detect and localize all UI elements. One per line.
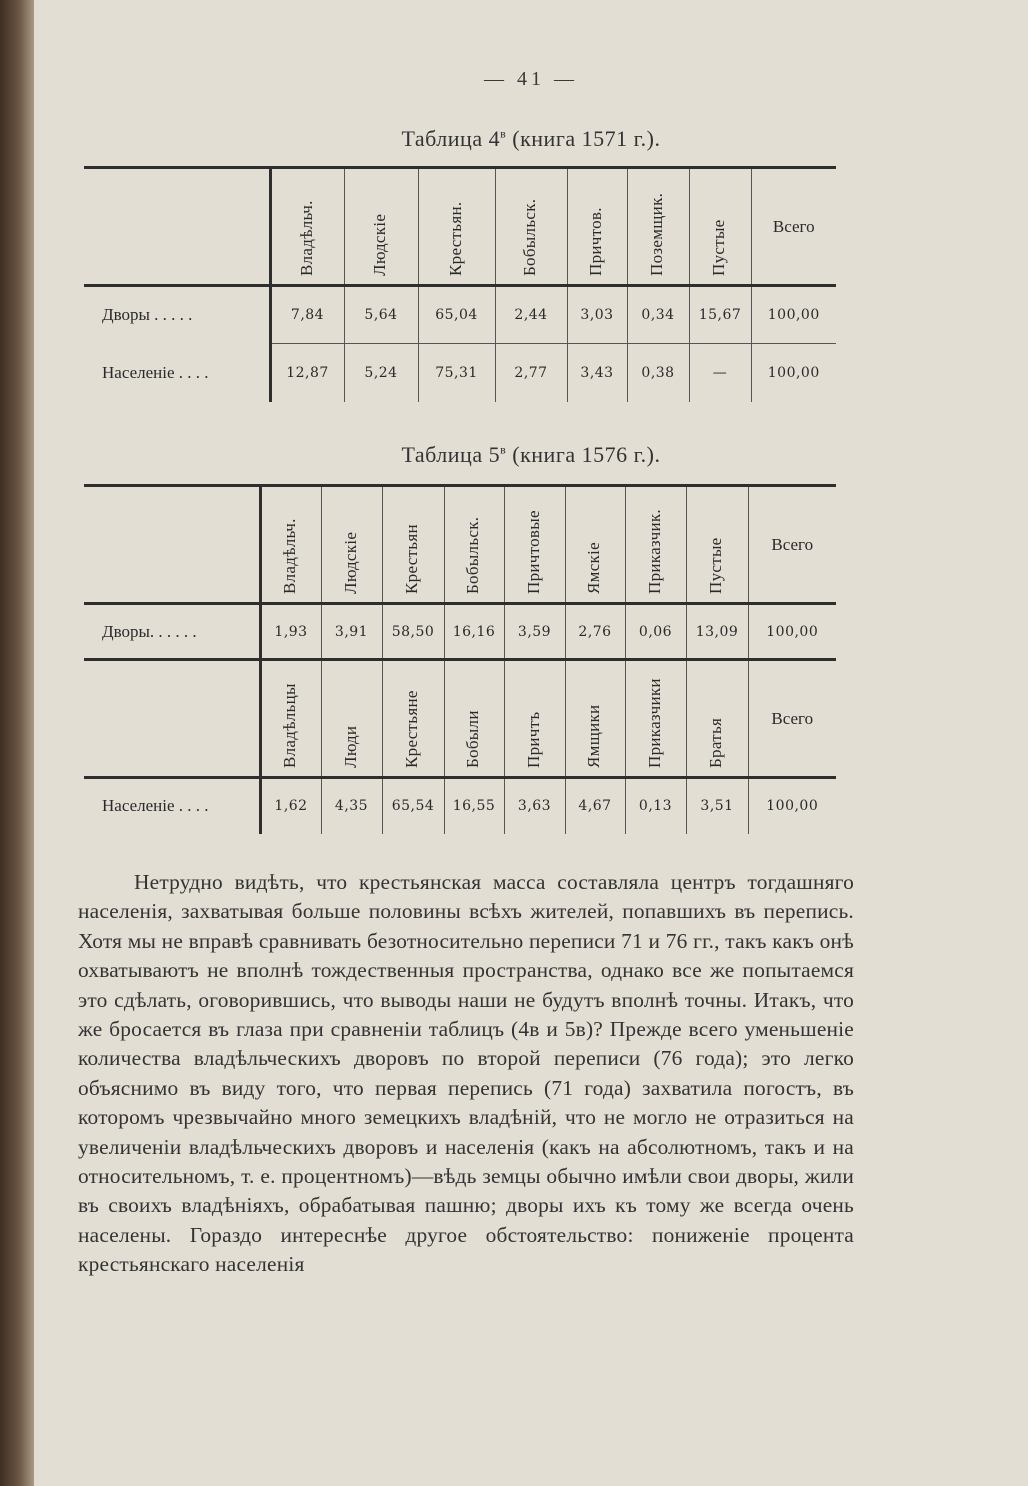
table5-col-label-2: Приказчики (644, 678, 664, 768)
table5-row-label: Дворы. . . . . . (102, 621, 197, 641)
table4-col-label: Пустые (709, 219, 728, 276)
table-cell: — (689, 344, 751, 402)
table-cell-total: 100,00 (748, 604, 836, 660)
table-cell-total: 100,00 (748, 778, 836, 834)
table4-col-label: Бобыльск. (520, 198, 539, 276)
table-row (84, 286, 836, 344)
table4-col-label: Крестьян. (445, 201, 465, 276)
table5-col-label-2: Бобыли (463, 710, 482, 768)
table4-caption-sup: в (500, 126, 507, 141)
table5-col-label: Людскіе (340, 531, 360, 594)
table5-col-label-2: Люди (340, 725, 360, 768)
table5-col-header (686, 486, 748, 604)
body-text (78, 868, 854, 1280)
table-cell: 15,67 (689, 286, 751, 344)
table5-col-label-2: Причтъ (523, 711, 543, 768)
table4-total-header: Всего (751, 168, 836, 286)
table4-col-header (418, 168, 495, 286)
table-cell: 16,16 (444, 604, 504, 660)
book-page (34, 0, 1028, 1486)
table5-col-header (565, 486, 625, 604)
table-row (84, 604, 836, 660)
table-cell: 16,55 (444, 778, 504, 834)
table5-col-label: Пустые (706, 537, 725, 594)
table4-col-header (495, 168, 567, 286)
table5-total-header: Всего (748, 486, 836, 604)
table5-col-label: Ямскіе (584, 542, 603, 594)
table5-col-label: Владѣльч. (280, 518, 299, 594)
table4-row-label: Дворы . . . . . (102, 305, 193, 325)
table5-col-header (444, 486, 504, 604)
table-cell: 65,54 (382, 778, 444, 834)
table-cell: 5,64 (344, 286, 418, 344)
table-cell: 1,62 (260, 778, 321, 834)
table5-col-header-2 (260, 660, 321, 778)
table5-col-label-2: Ямщики (584, 704, 603, 768)
table-cell: 13,09 (686, 604, 748, 660)
table4-col-label: Людскіе (370, 213, 389, 276)
table-cell: 65,04 (418, 286, 495, 344)
table5-col-header (625, 486, 686, 604)
table5-col-header-2 (565, 660, 625, 778)
table4-col-label: Владѣльч. (296, 200, 316, 276)
table-cell-total: 100,00 (751, 344, 836, 402)
table-cell: 3,43 (567, 344, 627, 402)
table5-corner (84, 486, 260, 604)
table5-col-header (504, 486, 565, 604)
table-cell: 75,31 (418, 344, 495, 402)
table-5 (84, 484, 836, 834)
table5-col-header (260, 486, 321, 604)
table4-col-header (567, 168, 627, 286)
table-4 (84, 166, 836, 402)
table5-col-label: Причтовые (523, 510, 543, 594)
table5-header-row (84, 486, 836, 604)
table5-col-label: Бобыльск. (463, 516, 482, 594)
table-cell: 3,91 (321, 604, 382, 660)
table4-col-header (627, 168, 689, 286)
table4-header-row (84, 168, 836, 286)
table5-caption-main: Таблица 5 (401, 442, 501, 467)
table-cell: 2,76 (565, 604, 625, 660)
table-row (84, 344, 836, 402)
table5-caption-sup: в (500, 442, 507, 457)
body-paragraph: Нетрудно видѣть, что крестьянская масса составляла центръ тогдашняго населенія, захватывая больше половины всѣхъ жителей, попавшихъ въ перепись. Хотя мы не вправѣ сравнивать безотносительно переписи 71 и 76 гг., такъ какъ онѣ охватываютъ не вполнѣ тождественныя пространства, однако все же попытаемся это сдѣлать, оговорившись, что выводы наши не будутъ вполнѣ точны. Итакъ, что же бросается въ глаза при сравненіи таблицъ (4в и 5в)? Прежде всего уменьшеніе количества владѣльческихъ дворовъ по второй переписи (76 года); это легко объяснимо въ виду того, что первая перепись (71 года) захватила погостъ, въ которомъ чрезвычайно много земецкихъ владѣній, что не могло не отразиться на увеличеніи владѣльческихъ дворовъ и населенія (какъ на абсолютномъ, такъ и на относительномъ, т. е. процентномъ)—вѣдь земцы обычно имѣли свои дворы, жили въ своихъ владѣніяхъ, обрабатывая пашню; дворы ихъ къ тому же всегда очень населены. Гораздо интереснѣе другое обстоятельство: пониженіе процента крестьянскаго населенія (78, 870, 854, 1277)
scan-binding-edge (0, 0, 34, 1486)
table5-col-label-2: Крестьяне (402, 690, 421, 768)
table4-col-label: Причтов. (586, 207, 605, 276)
table-cell: 0,13 (625, 778, 686, 834)
table5-col-header-2 (625, 660, 686, 778)
table5-row-label: Населеніе . . . . (102, 796, 209, 816)
table4-caption-main: Таблица 4 (401, 126, 501, 151)
table4-col-header (344, 168, 418, 286)
table-row (84, 778, 836, 834)
table4-corner (84, 168, 270, 286)
table5-col-label: Крестьян (402, 524, 421, 594)
table-cell-total: 100,00 (751, 286, 836, 344)
table5-col-header (321, 486, 382, 604)
table-cell: 2,77 (495, 344, 567, 402)
table-cell: 1,93 (260, 604, 321, 660)
table-cell: 0,38 (627, 344, 689, 402)
table-cell: 3,51 (686, 778, 748, 834)
table4-row-label: Населеніе . . . . (102, 362, 209, 382)
table4-col-header (270, 168, 344, 286)
table-cell: 3,59 (504, 604, 565, 660)
table-cell: 58,50 (382, 604, 444, 660)
table5-col-header-2 (686, 660, 748, 778)
table4-caption-tail: (книга 1571 г.). (506, 126, 661, 151)
table5-total-header-2: Всего (748, 660, 836, 778)
table5-caption (34, 442, 1028, 468)
table-cell: 3,03 (567, 286, 627, 344)
table5-header-row-2 (84, 660, 836, 778)
table4-col-header (689, 168, 751, 286)
table5-caption-tail: (книга 1576 г.). (506, 442, 661, 467)
table5-corner-2 (84, 660, 260, 778)
table5-col-header (382, 486, 444, 604)
table-cell: 5,24 (344, 344, 418, 402)
table4-col-label: Поземщик. (647, 192, 666, 276)
table5-col-header-2 (382, 660, 444, 778)
table-cell: 2,44 (495, 286, 567, 344)
table5-col-label-2: Братья (706, 717, 725, 768)
table5-col-label: Приказчик. (644, 509, 664, 594)
table-cell: 0,06 (625, 604, 686, 660)
table-cell: 7,84 (270, 286, 344, 344)
page-number: — 41 — (484, 68, 578, 90)
table5-col-header-2 (444, 660, 504, 778)
table-cell: 0,34 (627, 286, 689, 344)
table-cell: 12,87 (270, 344, 344, 402)
table-cell: 3,63 (504, 778, 565, 834)
table5-col-header-2 (321, 660, 382, 778)
table5-col-header-2 (504, 660, 565, 778)
table4-caption (34, 126, 1028, 152)
table-cell: 4,67 (565, 778, 625, 834)
table5-col-label-2: Владѣльцы (280, 683, 299, 768)
table-cell: 4,35 (321, 778, 382, 834)
